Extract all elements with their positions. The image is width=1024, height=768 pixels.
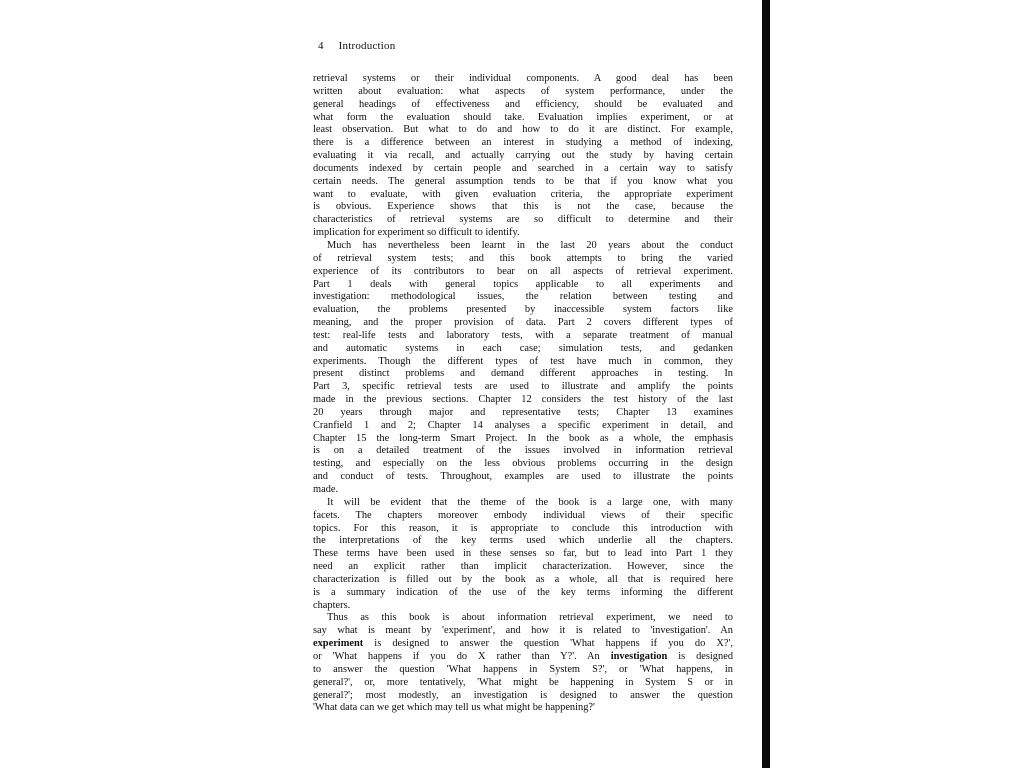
text-line: Chapter 15 the long-term Smart Project. In the book as a whole, the emphasis (313, 432, 733, 444)
text-line: testing, and especially on the less obvious problems occurring in the design (313, 458, 733, 470)
text-line: and conduct of tests. Throughout, examples are used to illustrate the points (313, 471, 733, 483)
text-line: 'What data can we get which may tell us what might be happening?' (313, 702, 595, 714)
text-line: general?'; most modestly, an investigation is designed to answer the question (313, 689, 733, 701)
text-line: Part 1 deals with general topics applicable to all experiments and (313, 278, 733, 290)
text-line: made. (313, 484, 339, 495)
page-number: 4 (318, 40, 324, 52)
text-line: investigation: methodological issues, the relation between testing and (313, 291, 733, 303)
text-line: made in the previous sections. Chapter 12 considers the test history of the last (313, 394, 733, 406)
text-line: certain needs. The general assumption tends to be that if you know what you (313, 175, 733, 187)
text-line: Cranfield 1 and 2; Chapter 14 analyses a specific experiment in detail, and (313, 419, 733, 431)
text-line: evaluation, the problems presented by inaccessible system factors like (313, 304, 733, 316)
text-line: meaning, and the proper provision of data. Part 2 covers different types of (313, 317, 733, 329)
text-line: evaluating it via recall, and actually carrying out the study by having certain (313, 150, 733, 162)
text-line: Thus as this book is about information retrieval experiment, we need to (327, 612, 733, 624)
text-line: experience of its contributors to bear on all aspects of retrieval experiment. (313, 265, 733, 277)
text-line: there is a difference between an interest in studying a method of indexing, (313, 137, 733, 149)
text-line: retrieval systems or their individual components. A good deal has been (313, 73, 733, 84)
text-line: 20 years through major and representative tests; Chapter 13 examines (313, 406, 733, 418)
paragraph (313, 497, 733, 613)
text-line: general?', or, more tentatively, 'What might be happening in System S or in (313, 676, 733, 688)
scan-edge-bar (762, 0, 770, 768)
text-line: or 'What happens if you do X rather than Y?'. An investigation is designed (313, 650, 733, 662)
text-line: documents indexed by certain people and searched in a certain way to satisfy (313, 162, 733, 174)
text-line: implication for experiment so difficult to identify. (313, 227, 520, 239)
text-line: test: real-life tests and laboratory tests, with a separate treatment of manual (313, 329, 733, 341)
running-title: Introduction (338, 40, 396, 52)
text-line: experiment is designed to answer the question 'What happens if you do X?', (313, 638, 733, 650)
text-line: is obvious. Experience shows that this is not the case, because the (313, 201, 733, 213)
paragraph (313, 612, 733, 715)
key-term: experiment (313, 638, 364, 650)
text-line: is a summary indication of the use of the key terms informing the different (313, 586, 733, 598)
text-line: and automatic systems in each case; simulation tests, and gedanken (313, 342, 733, 354)
text-line: Part 3, specific retrieval tests are used to illustrate and amplify the points (313, 381, 733, 393)
text-line: Much has nevertheless been learnt in the last 20 years about the conduct (327, 239, 733, 251)
text-line: what form the evaluation should take. Evaluation implies experiment, or at (313, 111, 733, 123)
text-line: to answer the question 'What happens in System S?', or 'What happens, in (313, 663, 733, 675)
text-line: It will be evident that the theme of the book is a large one, with many (327, 496, 733, 508)
text-line: the interpretations of the key terms used which underlie all the chapters. (313, 535, 733, 547)
text-line: general headings of effectiveness and efficiency, should be evaluated and (313, 98, 733, 110)
text-line: least observation. But what to do and how to do it are distinct. For example, (313, 124, 733, 136)
text-line: facets. The chapters moreover embody individual views of their specific (313, 509, 733, 521)
text-line: want to evaluate, with given evaluation criteria, the appropriate experiment (313, 188, 733, 200)
paragraph (313, 240, 733, 497)
text-line: need an explicit rather than implicit characterization. However, since the (313, 561, 733, 573)
text-line: written about evaluation: what aspects of system performance, under the (313, 85, 733, 97)
text-line: present distinct problems and demand different approaches in testing. In (313, 368, 733, 380)
text-line: These terms have been used in these senses so far, but to lead into Part 1 they (313, 548, 733, 560)
text-line: experiments. Though the different types of test have much in common, they (313, 355, 733, 367)
text-line: topics. For this reason, it is appropriate to conclude this introduction with (313, 522, 733, 534)
page-header (318, 40, 395, 52)
body-text (313, 73, 733, 715)
text-line: chapters. (313, 599, 351, 611)
text-line: is on a detailed treatment of the issues involved in information retrieval (313, 445, 733, 457)
text-line: say what is meant by 'experiment', and how it is related to 'investigation'. An (313, 625, 733, 637)
text-line: characteristics of retrieval systems are so difficult to determine and their (313, 214, 733, 226)
text-line: characterization is filled out by the book as a whole, all that is required here (313, 573, 733, 585)
key-term: investigation (610, 650, 668, 662)
text-line: of retrieval system tests; and this book attempts to bring the varied (313, 252, 733, 264)
paragraph (313, 73, 733, 240)
